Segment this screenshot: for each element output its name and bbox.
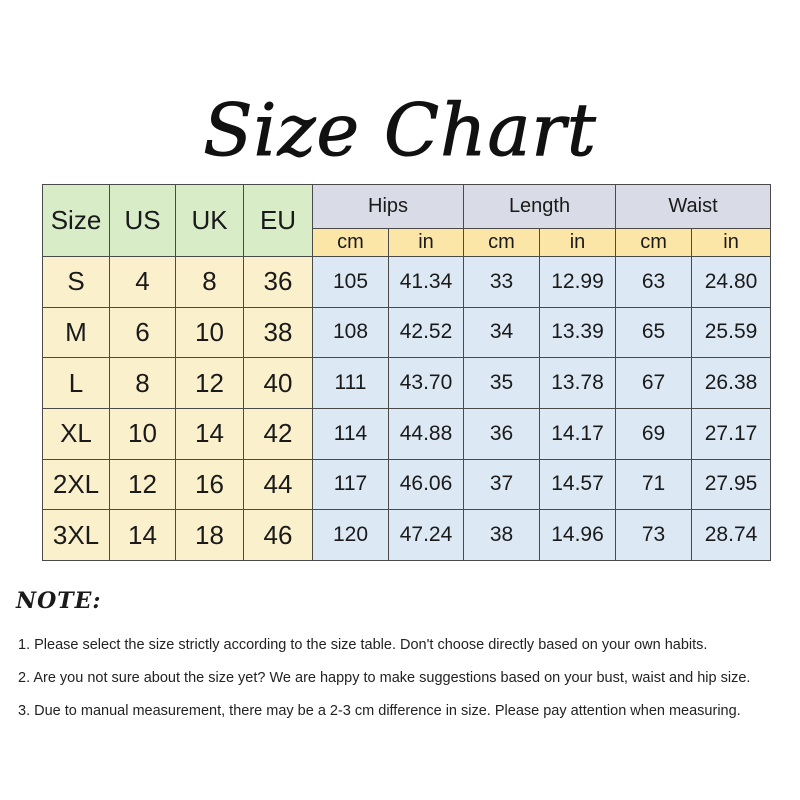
size-table (42, 184, 771, 561)
cell-size: S (43, 257, 110, 308)
cell-length-in: 14.96 (540, 510, 616, 561)
cell-hips-in: 43.70 (389, 358, 464, 409)
cell-length-in: 12.99 (540, 257, 616, 308)
header-length-in: in (540, 229, 616, 257)
cell-length-in: 13.39 (540, 307, 616, 358)
cell-size: M (43, 307, 110, 358)
header-uk: UK (176, 185, 244, 257)
cell-waist-in: 24.80 (692, 257, 771, 308)
note-heading: NOTE: (16, 588, 102, 614)
cell-waist-cm: 71 (616, 459, 692, 510)
cell-waist-cm: 73 (616, 510, 692, 561)
header-hips: Hips (313, 185, 464, 229)
cell-waist-cm: 63 (616, 257, 692, 308)
cell-uk: 14 (176, 408, 244, 459)
cell-hips-in: 42.52 (389, 307, 464, 358)
cell-hips-cm: 117 (313, 459, 389, 510)
cell-length-cm: 36 (464, 408, 540, 459)
cell-us: 10 (110, 408, 176, 459)
cell-us: 8 (110, 358, 176, 409)
page-title: Size Chart (203, 88, 597, 172)
cell-uk: 10 (176, 307, 244, 358)
cell-eu: 36 (244, 257, 313, 308)
cell-hips-cm: 120 (313, 510, 389, 561)
cell-hips-in: 46.06 (389, 459, 464, 510)
cell-length-cm: 37 (464, 459, 540, 510)
cell-eu: 38 (244, 307, 313, 358)
cell-uk: 8 (176, 257, 244, 308)
cell-us: 14 (110, 510, 176, 561)
cell-hips-cm: 114 (313, 408, 389, 459)
cell-waist-in: 27.95 (692, 459, 771, 510)
cell-eu: 44 (244, 459, 313, 510)
cell-length-cm: 35 (464, 358, 540, 409)
cell-size: XL (43, 408, 110, 459)
cell-uk: 18 (176, 510, 244, 561)
header-size: Size (43, 185, 110, 257)
note-line-3: 3. Due to manual measurement, there may be a 2-3 cm difference in size. Please pay attention when measuring. (18, 703, 741, 719)
cell-waist-in: 25.59 (692, 307, 771, 358)
cell-hips-in: 41.34 (389, 257, 464, 308)
cell-length-in: 13.78 (540, 358, 616, 409)
table-row (43, 358, 771, 409)
cell-length-cm: 34 (464, 307, 540, 358)
cell-waist-cm: 67 (616, 358, 692, 409)
table-row (43, 257, 771, 308)
cell-hips-cm: 111 (313, 358, 389, 409)
cell-hips-cm: 105 (313, 257, 389, 308)
header-us: US (110, 185, 176, 257)
note-line-2: 2. Are you not sure about the size yet? We are happy to make suggestions based on your bust, waist and hip size. (18, 670, 751, 686)
cell-waist-in: 26.38 (692, 358, 771, 409)
cell-us: 4 (110, 257, 176, 308)
note-line-1: 1. Please select the size strictly according to the size table. Don't choose directly based on your own habits. (18, 637, 708, 653)
cell-us: 12 (110, 459, 176, 510)
cell-size: 3XL (43, 510, 110, 561)
cell-eu: 46 (244, 510, 313, 561)
header-eu: EU (244, 185, 313, 257)
cell-hips-cm: 108 (313, 307, 389, 358)
header-waist-cm: cm (616, 229, 692, 257)
cell-length-in: 14.17 (540, 408, 616, 459)
header-length: Length (464, 185, 616, 229)
cell-length-cm: 33 (464, 257, 540, 308)
header-hips-in: in (389, 229, 464, 257)
cell-size: 2XL (43, 459, 110, 510)
cell-us: 6 (110, 307, 176, 358)
cell-eu: 40 (244, 358, 313, 409)
table-row (43, 408, 771, 459)
cell-length-cm: 38 (464, 510, 540, 561)
cell-uk: 16 (176, 459, 244, 510)
header-length-cm: cm (464, 229, 540, 257)
table-row (43, 307, 771, 358)
header-waist: Waist (616, 185, 771, 229)
cell-uk: 12 (176, 358, 244, 409)
cell-hips-in: 47.24 (389, 510, 464, 561)
cell-waist-cm: 65 (616, 307, 692, 358)
cell-waist-cm: 69 (616, 408, 692, 459)
header-hips-cm: cm (313, 229, 389, 257)
table-row (43, 510, 771, 561)
table-row (43, 459, 771, 510)
cell-hips-in: 44.88 (389, 408, 464, 459)
cell-length-in: 14.57 (540, 459, 616, 510)
cell-eu: 42 (244, 408, 313, 459)
header-waist-in: in (692, 229, 771, 257)
cell-size: L (43, 358, 110, 409)
cell-waist-in: 27.17 (692, 408, 771, 459)
cell-waist-in: 28.74 (692, 510, 771, 561)
